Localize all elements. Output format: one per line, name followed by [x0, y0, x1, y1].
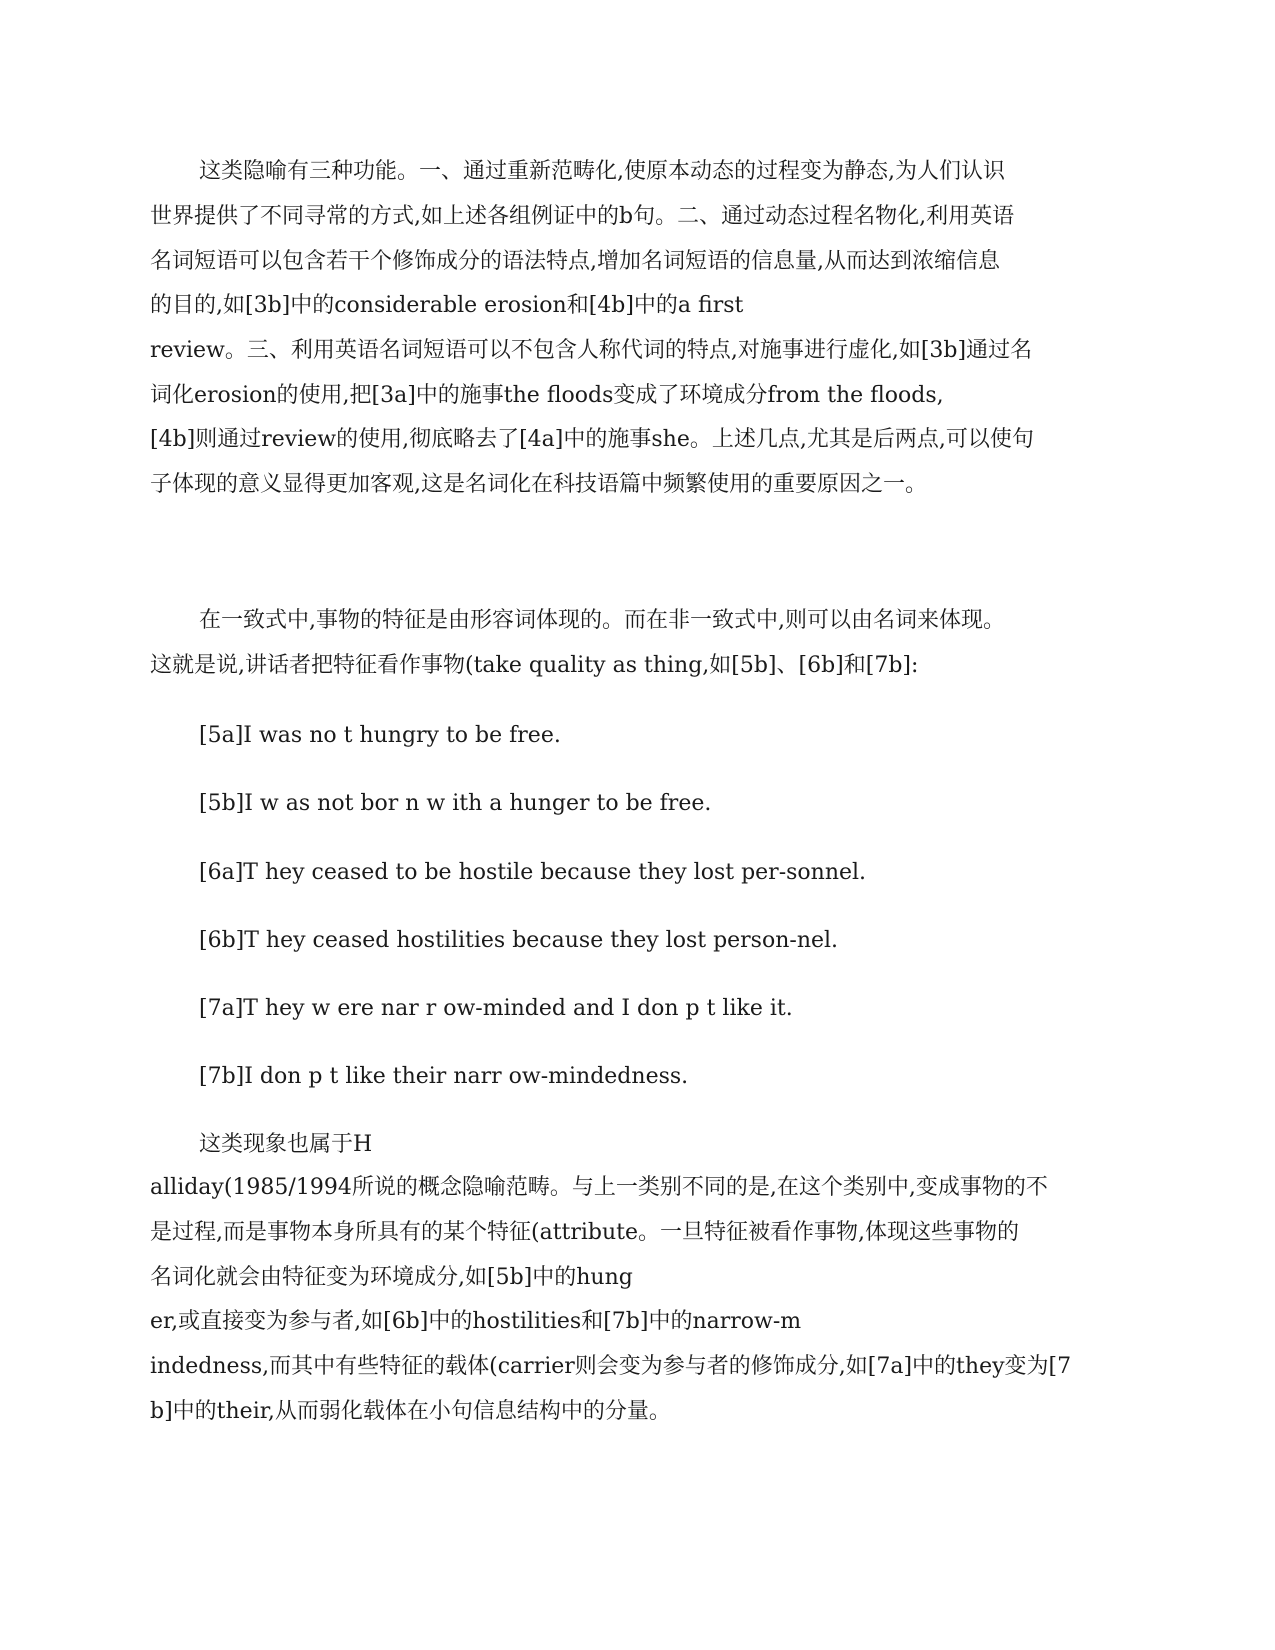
- example-6a: [6a]T hey ceased to be hostile because they lost per-sonnel.: [199, 860, 867, 885]
- paragraph-3-line: er,或直接变为参与者,如[6b]中的hostilities和[7b]中的narrow-m: [150, 1309, 802, 1334]
- paragraph-3-line: indedness,而其中有些特征的载体(carrier则会变为参与者的修饰成分,如[7a]中的they变为[7: [150, 1354, 1072, 1379]
- example-6b: [6b]T hey ceased hostilities because they lost person-nel.: [199, 928, 839, 953]
- paragraph-1-line: 这类隐喻有三种功能。一、通过重新范畴化,使原本动态的过程变为静态,为人们认识: [199, 159, 1005, 184]
- paragraph-1-line: 名词短语可以包含若干个修饰成分的语法特点,增加名词短语的信息量,从而达到浓缩信息: [150, 249, 1000, 274]
- paragraph-1-line: 子体现的意义显得更加客观,这是名词化在科技语篇中频繁使用的重要原因之一。: [150, 472, 927, 497]
- paragraph-3-line: 是过程,而是事物本身所具有的某个特征(attribute。一旦特征被看作事物,体现这些事物的: [150, 1220, 1020, 1245]
- paragraph-1-line: 的目的,如[3b]中的considerable erosion和[4b]中的a first: [150, 293, 744, 318]
- example-7b: [7b]I don p t like their narr ow-mindedness.: [199, 1064, 689, 1089]
- paragraph-1-line: review。三、利用英语名词短语可以不包含人称代词的特点,对施事进行虚化,如[3b]通过名: [150, 338, 1033, 363]
- paragraph-1-line: [4b]则通过review的使用,彻底略去了[4a]中的施事she。上述几点,尤其是后两点,可以使句: [150, 427, 1034, 452]
- example-7a: [7a]T hey w ere nar r ow-minded and I don p t like it.: [199, 996, 793, 1021]
- paragraph-3-line: 名词化就会由特征变为环境成分,如[5b]中的hung: [150, 1265, 633, 1290]
- paragraph-3-line: 这类现象也属于H: [199, 1132, 373, 1157]
- paragraph-1-line: 词化erosion的使用,把[3a]中的施事the floods变成了环境成分from the floods,: [150, 383, 944, 408]
- paragraph-2-line: 在一致式中,事物的特征是由形容词体现的。而在非一致式中,则可以由名词来体现。: [199, 608, 1005, 633]
- paragraph-2-line: 这就是说,讲话者把特征看作事物(take quality as thing,如[5b]、[6b]和[7b]:: [150, 653, 919, 678]
- paragraph-3-line: alliday(1985/1994所说的概念隐喻范畴。与上一类别不同的是,在这个类别中,变成事物的不: [150, 1175, 1048, 1200]
- paragraph-3-line: b]中的their,从而弱化载体在小句信息结构中的分量。: [150, 1399, 671, 1424]
- paragraph-1-line: 世界提供了不同寻常的方式,如上述各组例证中的b句。二、通过动态过程名物化,利用英语: [150, 204, 1015, 229]
- example-5b: [5b]I w as not bor n w ith a hunger to be free.: [199, 791, 712, 816]
- example-5a: [5a]I was no t hungry to be free.: [199, 723, 561, 748]
